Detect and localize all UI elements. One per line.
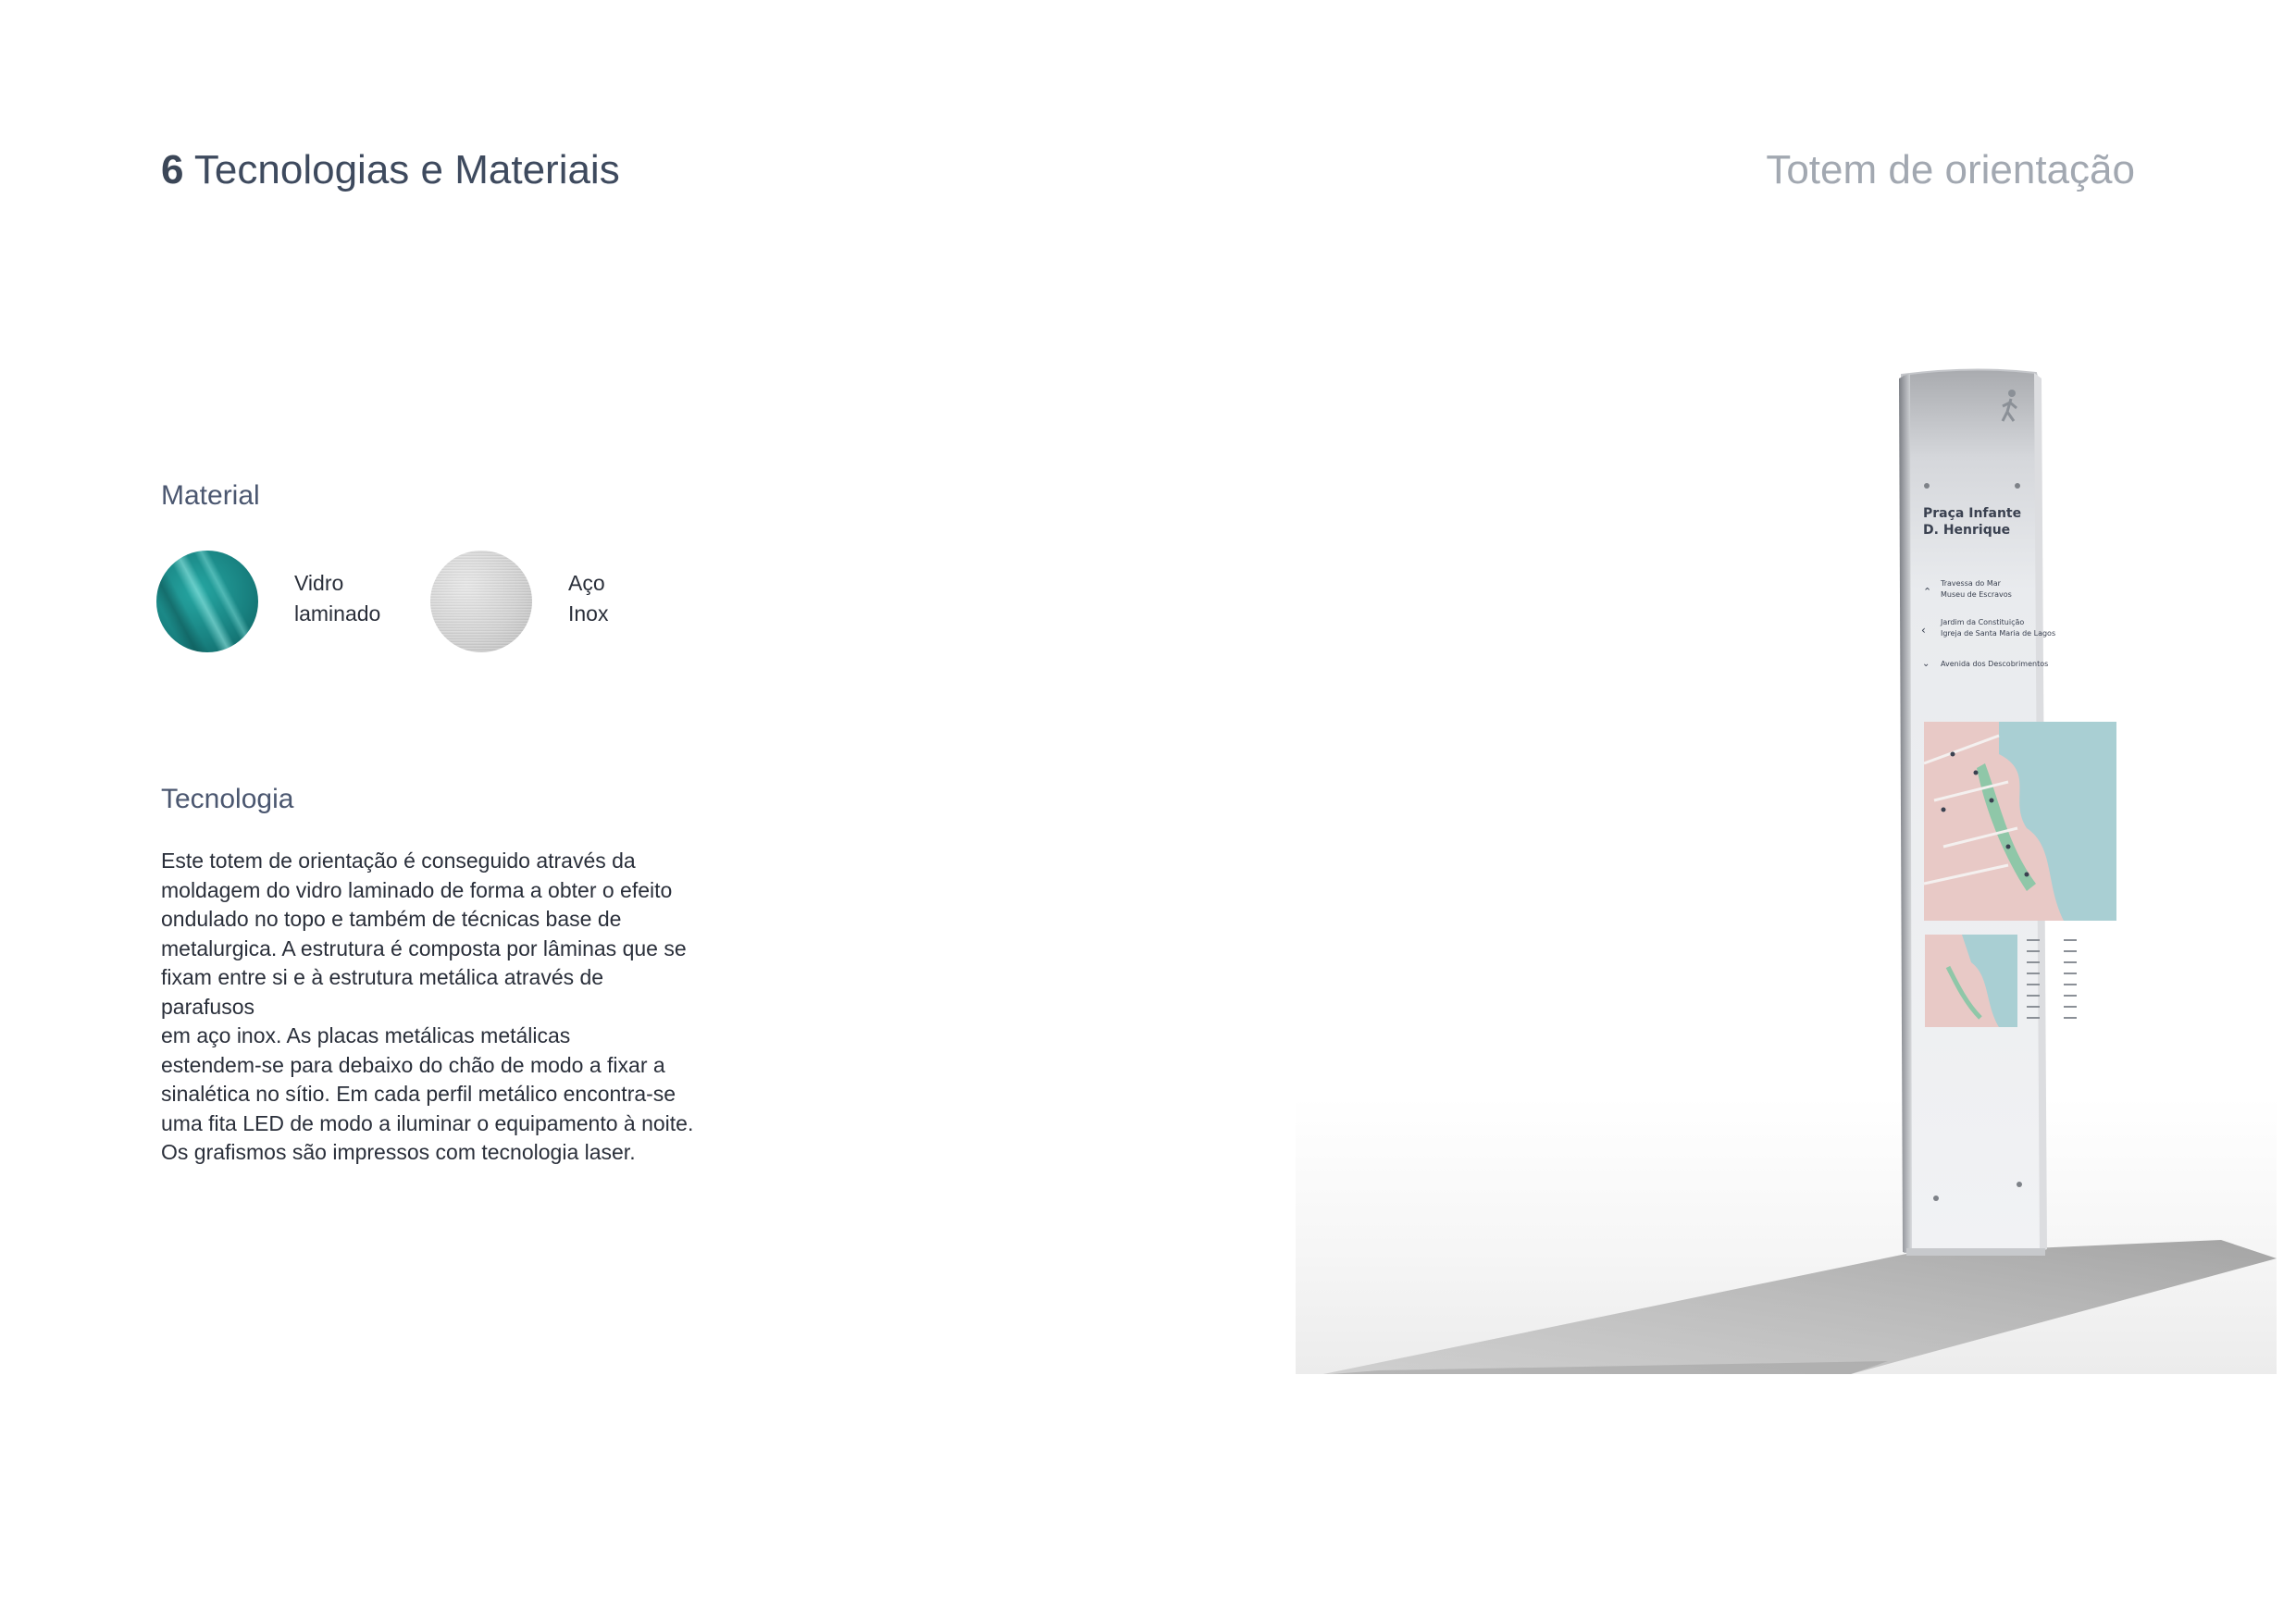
left-arrow-icon: ‹ — [1921, 624, 1926, 637]
section-number: 6 — [161, 147, 184, 192]
up-arrow-icon: ⌃ — [1923, 586, 1932, 598]
totem-illustration — [1296, 365, 2277, 1374]
direction-1-line1: Travessa do Mar — [1941, 579, 2001, 588]
section-title-text: Tecnologias e Materiais — [193, 147, 620, 192]
direction-3-line1: Avenida dos Descobrimentos — [1941, 660, 2049, 668]
paragraph-line: Este totem de orientação é conseguido através da — [161, 849, 636, 873]
screw — [2015, 483, 2020, 489]
screw — [1933, 1196, 1939, 1201]
totem-mini-map — [1925, 935, 2017, 1027]
steel-label-line1: Aço — [568, 571, 605, 595]
steel-swatch — [430, 551, 532, 652]
totem-base — [1906, 1248, 2045, 1256]
glass-label-line1: Vidro — [294, 571, 344, 595]
down-arrow-icon: ⌄ — [1922, 659, 1930, 669]
material-heading: Material — [161, 480, 260, 511]
paragraph-line: fixam entre si e à estrutura metálica através de parafusos — [161, 965, 604, 1019]
direction-2-line1: Jardim da Constituição — [1941, 618, 2025, 626]
steel-label — [568, 568, 608, 629]
screw — [1924, 483, 1930, 489]
paragraph-line: sinalética no sítio. Em cada perfil metálico encontra-se — [161, 1082, 676, 1106]
section-title — [161, 148, 620, 192]
screw — [2017, 1182, 2022, 1187]
page-subtitle: Totem de orientação — [1766, 147, 2135, 192]
totem-title-line2: D. Henrique — [1923, 523, 2011, 538]
paragraph-line: metalurgica. A estrutura é composta por lâminas que se — [161, 935, 687, 960]
steel-label-line2: Inox — [568, 601, 609, 626]
totem-map — [1924, 722, 2116, 921]
glass-label-line2: laminado — [294, 601, 381, 626]
totem-title-line1: Praça Infante — [1923, 506, 2022, 521]
paragraph-line: moldagem do vidro laminado de forma a obter o efeito — [161, 877, 673, 902]
technology-paragraph — [161, 847, 698, 1168]
glass-swatch — [156, 551, 258, 652]
paragraph-line: estendem-se para debaixo do chão de modo a fixar a — [161, 1052, 665, 1077]
direction-1-line2: Museu de Escravos — [1941, 590, 2012, 599]
paragraph-line: ondulado no topo e também de técnicas base de — [161, 907, 622, 931]
direction-2-line2: Igreja de Santa Maria de Lagos — [1941, 629, 2056, 638]
totem-render — [1296, 365, 2277, 1374]
paragraph-line: Os grafismos são impressos com tecnologia laser. — [161, 1140, 636, 1164]
technology-heading: Tecnologia — [161, 784, 294, 814]
glass-label — [294, 568, 380, 629]
paragraph-line: uma fita LED de modo a iluminar o equipamento à noite. — [161, 1110, 694, 1135]
paragraph-line: em aço inox. As placas metálicas metálicas — [161, 1023, 571, 1047]
